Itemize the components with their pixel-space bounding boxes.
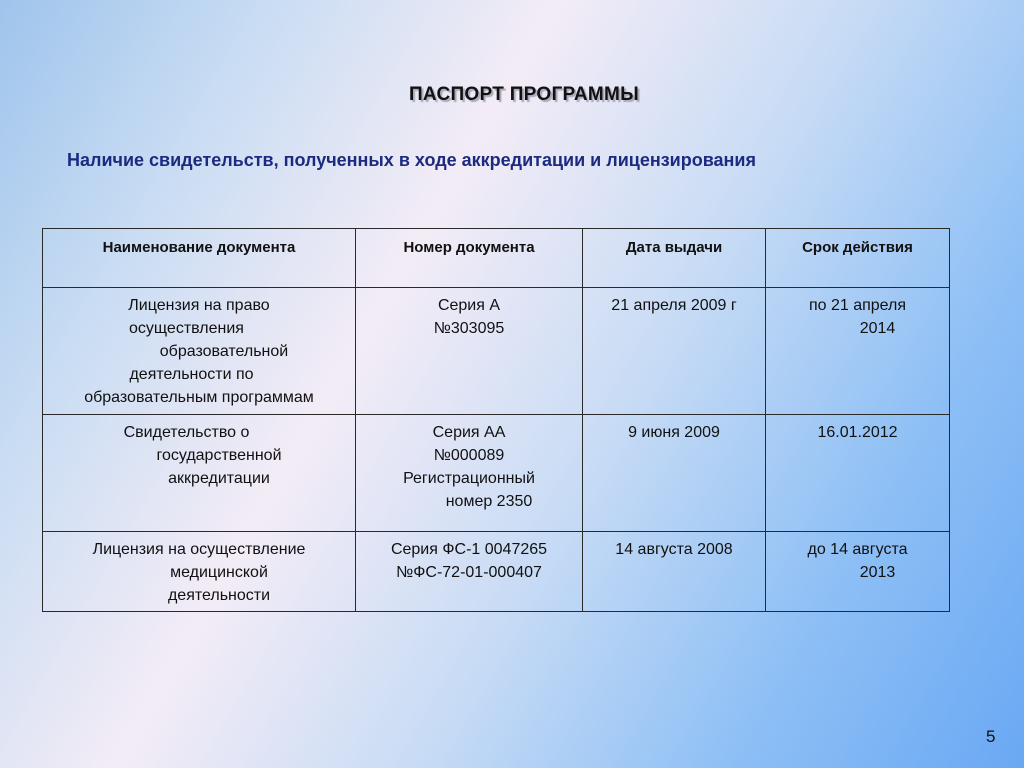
cell-line: 14 августа 2008 — [615, 541, 733, 558]
header-document-number: Номер документа — [356, 229, 583, 288]
cell-line: по 21 апреля — [808, 297, 907, 314]
cell-line: Регистрационный — [403, 470, 535, 487]
cell-line: Серия ФС-1 0047265 — [390, 541, 548, 558]
cell-document-number — [356, 532, 583, 612]
table-header-row — [43, 229, 950, 288]
cell-line: Лицензия на осуществление — [92, 541, 306, 558]
cell-line: государственной — [156, 447, 282, 464]
cell-line: №000089 — [433, 447, 505, 464]
cell-line: образовательным программам — [84, 389, 314, 406]
header-issue-date: Дата выдачи — [583, 229, 766, 288]
cell-line: номер 2350 — [445, 493, 533, 510]
cell-document-name — [43, 532, 356, 612]
cell-issue-date — [583, 415, 766, 532]
table-row — [43, 288, 950, 415]
cell-validity — [766, 415, 950, 532]
table-row — [43, 415, 950, 532]
cell-document-number — [356, 415, 583, 532]
cell-validity — [766, 288, 950, 415]
cell-line: медицинской — [170, 564, 268, 581]
cell-line: Серия АА — [432, 424, 506, 441]
cell-line: 21 апреля 2009 г — [611, 297, 737, 314]
cell-line: Лицензия на право — [128, 297, 270, 314]
documents-table — [42, 228, 950, 612]
cell-line: 9 июня 2009 — [628, 424, 720, 441]
cell-line: аккредитации — [168, 470, 270, 487]
cell-line: образовательной — [159, 343, 289, 360]
cell-issue-date — [583, 288, 766, 415]
header-document-name: Наименование документа — [43, 229, 356, 288]
header-validity: Срок действия — [766, 229, 950, 288]
cell-line: Свидетельство о — [123, 424, 250, 441]
cell-line: 16.01.2012 — [817, 424, 898, 441]
cell-document-name — [43, 288, 356, 415]
cell-document-name — [43, 415, 356, 532]
cell-line: 2013 — [859, 564, 896, 581]
cell-line: до 14 августа — [807, 541, 908, 558]
cell-line: №ФС-72-01-000407 — [396, 564, 542, 581]
table-row — [43, 532, 950, 612]
cell-line: №303095 — [433, 320, 505, 337]
cell-line: осуществления — [129, 320, 244, 337]
cell-line: 2014 — [859, 320, 896, 337]
page-number: 5 — [986, 727, 996, 746]
cell-document-number — [356, 288, 583, 415]
cell-validity — [766, 532, 950, 612]
cell-line: Серия А — [437, 297, 501, 314]
cell-issue-date — [583, 532, 766, 612]
page-title: ПАСПОРТ ПРОГРАММЫ — [408, 84, 640, 105]
cell-line: деятельности — [167, 587, 271, 604]
cell-line: деятельности по — [129, 366, 254, 383]
page-subtitle: Наличие свидетельств, полученных в ходе аккредитации и лицензирования — [67, 150, 756, 170]
